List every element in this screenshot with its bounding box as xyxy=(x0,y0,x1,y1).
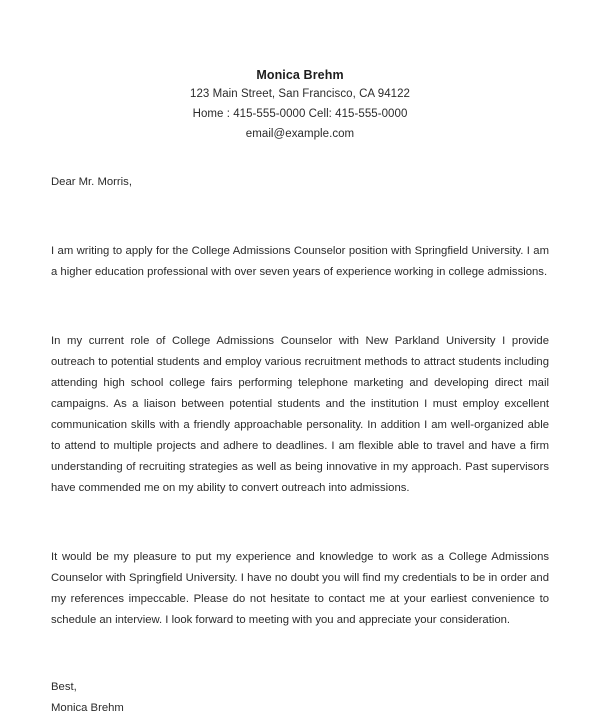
letterhead xyxy=(0,0,600,144)
salutation: Dear Mr. Morris, xyxy=(51,176,132,188)
sender-name: Monica Brehm xyxy=(256,68,344,82)
sender-phone-numbers: Home : 415-555-0000 Cell: 415-555-0000 xyxy=(192,108,408,120)
sender-email: email@example.com xyxy=(245,128,355,140)
body-paragraph-2: In my current role of College Admissions Counselor with New Parkland University I provide outreach to potential students and employ various recruitment methods to attract students including attending high school college fairs performing telephone marketing and developing direct mail campaigns. As a liaison between potential students and the institution I must employ excellent communication skills with a friendly approachable personality. In addition I am well-organized able to attend to multiple projects and adhere to deadlines. I am flexible able to travel and have a firm understanding of recruiting strategies as well as being innovative in my approach. Past supervisors have commended me on my ability to convert outreach into admissions. xyxy=(51,335,549,494)
closing-block xyxy=(51,677,549,719)
body-paragraph-1: I am writing to apply for the College Admissions Counselor position with Springfield University. I am a higher education professional with over seven years of experience working in college admissions. xyxy=(51,245,549,278)
closing-salutation: Best, xyxy=(51,681,77,693)
sender-address: 123 Main Street, San Francisco, CA 94122 xyxy=(190,88,410,100)
body-paragraph-3: It would be my pleasure to put my experience and knowledge to work as a College Admissions Counselor with Springfield University. I have no doubt you will find my credentials to be in order and my references impeccable. Please do not hesitate to contact me at your earliest convenience to schedule an interview. I look forward to meeting with you and appreciate your consideration. xyxy=(51,551,549,626)
signature-name: Monica Brehm xyxy=(51,702,124,714)
letter-body xyxy=(0,172,600,719)
